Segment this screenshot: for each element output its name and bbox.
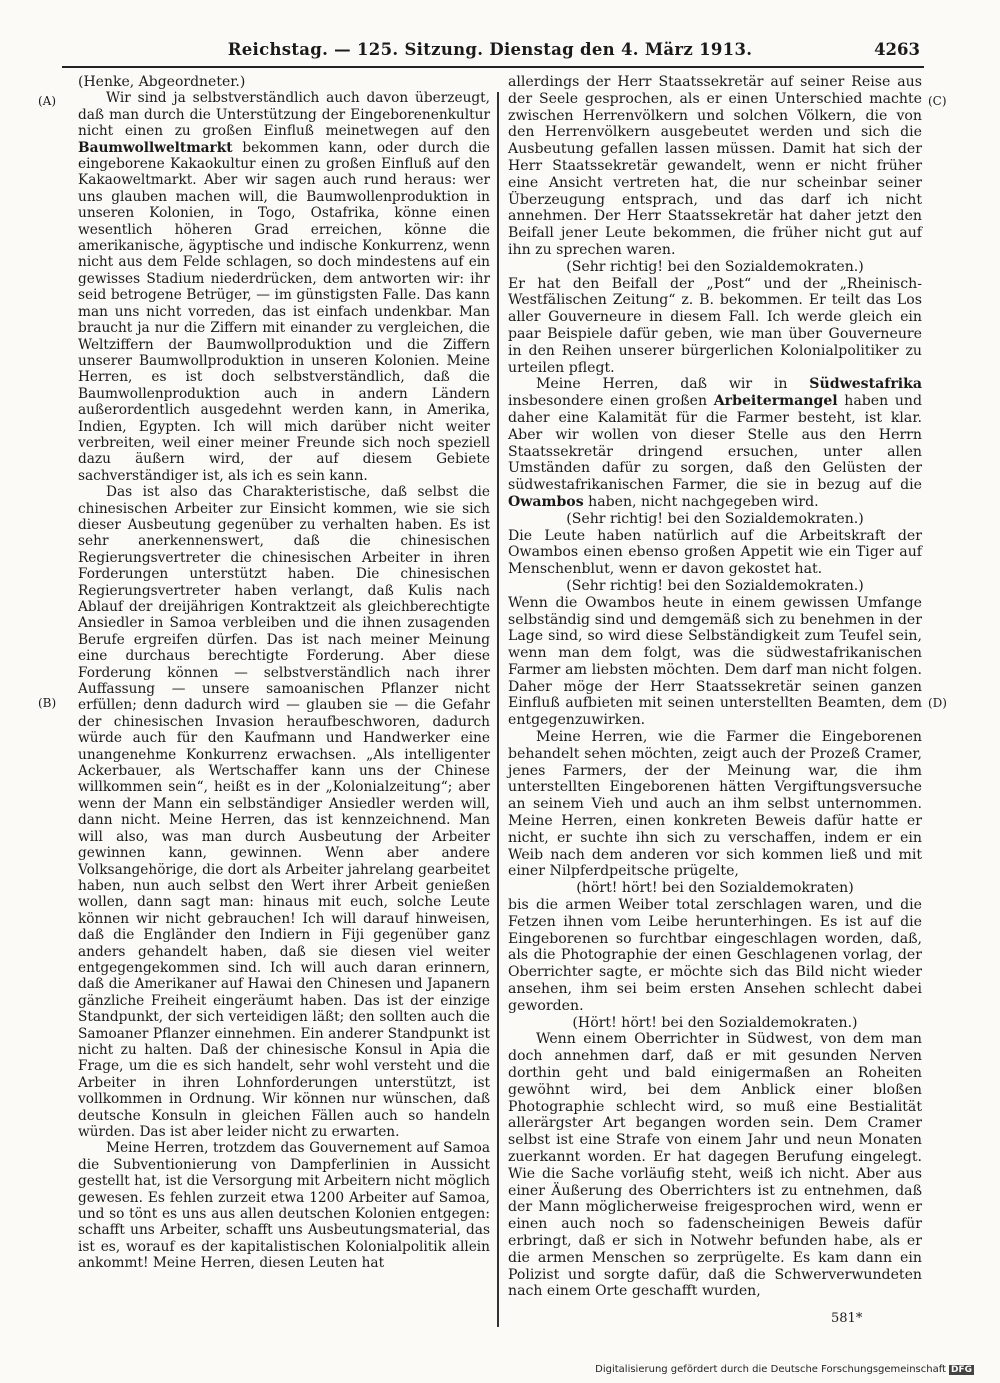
paragraph: Die Leute haben natürlich auf die Arbeitskraft der Owambos einen ebenso großen Appetit wie ein Tiger auf Menschenblut, wenn er davon gekostet hat.: [508, 527, 922, 578]
page-header: [60, 40, 920, 66]
emphasis: Owambos: [508, 493, 584, 510]
emphasis: Baumwollweltmarkt: [78, 139, 233, 156]
header-rule: [62, 66, 924, 68]
stage-direction: (hört! hört! bei den Sozialdemokraten): [576, 880, 854, 897]
margin-marker-d: (D): [928, 696, 947, 710]
paragraph: Meine Herren, trotzdem das Gouvernement auf Samoa die Subventionierung von Dampferlinien in Aussicht gestellt hat, ist die Versorgung mit Arbeitern nicht möglich gewesen. Es fehlen zurzeit etwa 1200 Arbeiter auf Samoa, und so tönt es uns aus allen deutschen Kolonien entgegen: schafft uns Arbeiter, schafft uns Ausbeutungsmaterial, das ist es, worauf es der kapitalistischen Kolonialpolitik allein ankommt! Meine Herren, diesen Leuten hat: [78, 1140, 490, 1272]
paragraph: Wenn die Owambos heute in einem gewissen Umfange selbständig sind und demgemäß sich zu benehmen in der Lage sind, so wird diese Selbständigkeit zum Teufel sein, wenn man dem folgt, was die südwestafrikanischen Farmer am liebsten möchten. Dem darf man nicht folgen. Daher möge der Herr Staatssekretär seinen ganzen Einfluß aufbieten mit seinen unterstellten Beamten, dem entgegenzuwirken.: [508, 594, 922, 729]
stage-direction: (Hört! hört! bei den Sozialdemokraten.): [572, 1014, 858, 1031]
stage-direction: (Sehr richtig! bei den Sozialdemokraten.): [566, 510, 864, 527]
left-column: [78, 74, 490, 1272]
paragraph: Wenn einem Oberrichter in Südwest, von dem man doch annehmen darf, daß er mit gesunden Nerven dorthin geht und bald einigermaßen an Roheiten gewöhnt wird, bei dem Anblick einer bloßen Photographie schlecht wird, so muß eine Bestialität allerärgster Art begangen worden sein. Dem Cramer selbst ist eine Strafe von einem Jahr und neun Monaten zuerkannt worden. Er hat dagegen Berufung eingelegt. Wie die Sache vorläufig steht, weiß ich nicht. Aber aus einer Äußerung des Oberrichters ist zu entnehmen, daß der Mann möglicherweise freigesprochen wird, wenn er einen auch noch so fadenscheinigen Beweis dafür erbringt, daß er sich in Notwehr befunden habe, als er die armen Menschen so zerprügelte. Es kam dann ein Polizist und sorgte dafür, daß die Schwerverwundeten nach einem Orte geschafft wurden,: [508, 1031, 922, 1300]
emphasis: Südwestafrika: [809, 376, 922, 393]
emphasis: Arbeitermangel: [713, 393, 838, 410]
margin-marker-c: (C): [928, 94, 947, 108]
speaker-label: (Henke, Abgeordneter.): [78, 74, 246, 90]
digitization-credit: [595, 1364, 974, 1375]
paragraph: Meine Herren, daß wir in Südwestafrika insbesondere einen großen Arbeitermangel haben und daher eine Kalamität für die Farmer besteht, ist klar. Aber wir wollen von dieser Stelle aus den Herrn Staatssekretär dringend ersuchen, unter allen Umständen dafür zu sorgen, daß den Gelüsten der südwestafrikanischen Farmer, die sie in bezug auf die Owambos haben, nicht nachgegeben wird.: [508, 376, 922, 510]
stage-direction: (Sehr richtig! bei den Sozialdemokraten.): [566, 258, 864, 275]
credit-text: Digitalisierung gefördert durch die Deutsche Forschungsgemeinschaft: [595, 1364, 946, 1375]
paragraph: Er hat den Beifall der „Post“ und der „Rheinisch-Westfälischen Zeitung“ z. B. bekommen. Er teilt das Los aller Gouverneure in diesem Fall. Ich werde gleich ein paar Beispiele dafür geben, wie man über Gouverneure in den Reihen unserer bürgerlichen Kolonialpolitiker zu urteilen pflegt.: [508, 275, 922, 376]
page-number: 4263: [874, 40, 920, 59]
column-divider: [497, 92, 499, 1327]
signature-mark: 581*: [831, 1311, 863, 1326]
margin-marker-b: (B): [38, 696, 57, 710]
paragraph: Meine Herren, wie die Farmer die Eingeborenen behandelt sehen möchten, zeigt auch der Prozeß Cramer, jenes Farmers, der der Meinung war, die ihm unterstellten Eingeborenen hätten Vergiftungsversuche an seinem Vieh und auch an ihm selbst unternommen. Meine Herren, einen konkreten Beweis dafür hatte er nicht, er suchte ihn sich zu verschaffen, indem er ein Weib nach dem anderen vor sich kommen ließ und mit einer Nilpferdpeitsche prügelte,: [508, 729, 922, 880]
paragraph: allerdings der Herr Staatssekretär auf seiner Reise aus der Seele gesprochen, als er einen Unterschied machte zwischen Herrenvölkern und solchen Völkern, die von den Herrenvölkern ausgebeutet werden und sich die Ausbeutung gefallen lassen müssen. Damit hat sich der Herr Staatssekretär gewandelt, wenn er nicht früher eine Ansicht vertreten hat, die nur scheinbar seiner Überzeugung entsprach, und das darf ich nicht annehmen. Der Herr Staatssekretär hat daher jetzt den Beifall jener Leute bekommen, die früher nicht gut auf ihn zu sprechen waren.: [508, 74, 922, 258]
running-title: Reichstag. — 125. Sitzung. Dienstag den 4. März 1913.: [227, 40, 753, 59]
paragraph: bis die armen Weiber total zerschlagen waren, und die Fetzen ihnen vom Leibe herunterhingen. Es ist auf die Eingeborenen so furchtbar eingeschlagen worden, daß, als die Photographie der einen Geschlagenen vorlag, der Oberrichter sagte, er möchte sich das Bild nicht wieder ansehen, ihm sei beim ersten Ansehen schlecht dabei geworden.: [508, 897, 922, 1014]
stage-direction: (Sehr richtig! bei den Sozialdemokraten.): [566, 577, 864, 594]
dfg-logo-icon: DFG: [950, 1365, 972, 1375]
right-column: [508, 74, 922, 1300]
paragraph: Wir sind ja selbstverständlich auch davon überzeugt, daß man durch die Unterstützung der Eingeborenenkultur nicht einen zu großen Einfluß meinetwegen auf den Baumwollweltmarkt bekommen kann, oder durch die eingeborene Kakaokultur einen zu großen Einfluß auf den Kakaoweltmarkt. Aber wir sagen auch rund heraus: wer uns glauben machen will, die Baumwollenproduktion in unseren Kolonien, in Togo, Ostafrika, könne einen wesentlich höheren Grad erreichen, könne die amerikanische, ägyptische und indische Konkurrenz, wenn nicht aus dem Felde schlagen, so doch mindestens auf ein gewisses Stadium niederdrücken, dem antworten wir: ihr seid betrogene Betrüger, — im günstigsten Falle. Das kann man uns nicht vorreden, das ist einfach undenkbar. Man braucht ja nur die Ziffern mit einander zu vergleichen, die Weltziffern der Baumwollproduktion und die Ziffern unserer Baumwollproduktion in unseren Kolonien. Meine Herren, es ist doch selbstverständlich, daß die Baumwollenproduktion auch in andern Ländern außerordentlich ausgedehnt werden kann, in Amerika, Indien, Egypten. Ich will mich darüber nicht weiter verbreiten, weil einer meiner Freunde sich noch speziell dazu äußern wird, der auf diesem Gebiete sachverständiger ist, als ich es sein kann.: [78, 90, 490, 484]
paragraph: Das ist also das Charakteristische, daß selbst die chinesischen Arbeiter zur Einsicht kommen, wie sie sich dieser Ausbeutung gegenüber zu verhalten haben. Es ist sehr anerkennenswert, daß die chinesischen Regierungsvertreter die chinesischen Arbeiter in ihren Forderungen unterstützt haben. Die chinesischen Regierungsvertreter haben verlangt, daß Kulis nach Ablauf der dreijährigen Kontraktzeit als gleichberechtigte Ansiedler in Samoa verbleiben und die ihnen zusagenden Berufe ergreifen dürfen. Das ist nach meiner Meinung eine durchaus berechtigte Forderung. Aber diese Forderung können — selbstverständlich nach ihrer Auffassung — unsere samoanischen Pflanzer nicht erfüllen; denn dadurch wird — glauben sie — die Gefahr der chinesischen Invasion heraufbeschworen, dadurch würde auch für den Kaufmann und Handwerker eine unangenehme Konkurrenz erwachsen. „Als intelligenter Ackerbauer, als Wertschaffer kann uns der Chinese willkommen sein“, heißt es in der „Kolonialzeitung“; aber wenn der Mann ein selbständiger Ansiedler werden will, dann nicht. Meine Herren, das ist kennzeichnend. Man will also, was man durch Ausbeutung der Arbeiter gewinnen kann, gewinnen. Wenn aber andere Volksangehörige, die dort als Arbeiter jahrelang gearbeitet haben, nun auch selbst den Wert ihrer Arbeit genießen wollen, dann sagt man: hinaus mit euch, solche Leute können wir nicht gebrauchen! Ich will darauf hinweisen, daß die Engländer den Indiern in Fiji gegenüber ganz anders gehandelt haben, daß sie diesen viel weiter entgegengekommen sind. Ich will auch daran erinnern, daß die Amerikaner auf Hawai den Chinesen und Japanern gänzliche Freiheit eingeräumt haben. Das ist der einzige Standpunkt, der sich verteidigen läßt; den sollten auch die Samoaner Pflanzer einnehmen. Ein anderer Standpunkt ist nicht zu halten. Daß der chinesische Konsul in Apia die Frage, um die es sich handelt, sehr wohl versteht und die Arbeiter in ihren Lohnforderungen unterstützt, ist vollkommen in Ordnung. Wir können nur wünschen, daß deutsche Konsuln in gleichen Fällen auch so handeln würden. Das ist aber leider nicht zu erwarten.: [78, 484, 490, 1140]
margin-marker-a: (A): [38, 94, 57, 108]
